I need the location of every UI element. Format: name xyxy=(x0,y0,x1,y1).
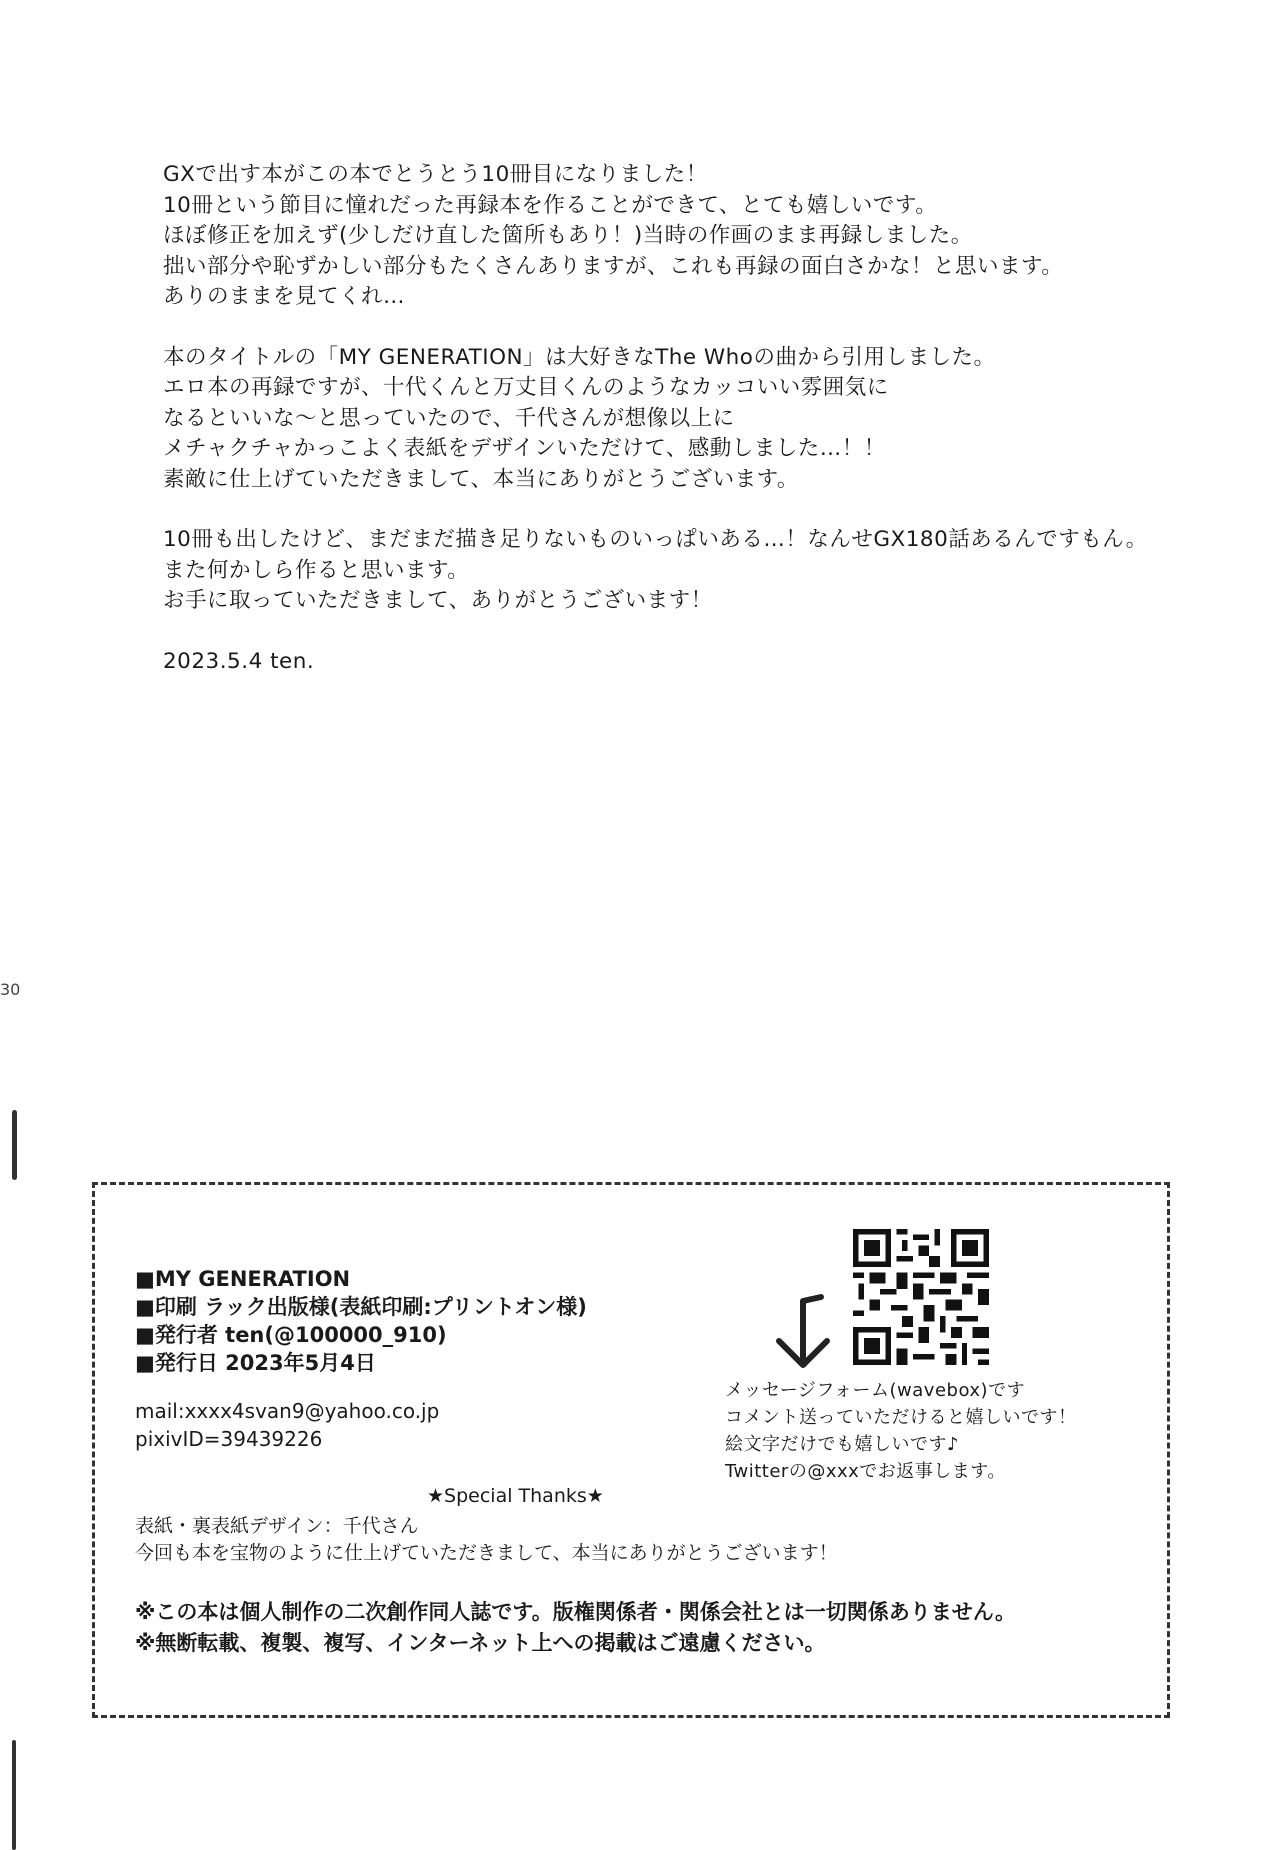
afterword-paragraph xyxy=(163,525,1243,617)
special-thanks xyxy=(135,1513,838,1567)
afterword-line: エロ本の再録ですが、十代くんと万丈目くんのようなカッコいい雰囲気に xyxy=(163,375,889,400)
message-line: メッセージフォーム(wavebox)です xyxy=(725,1380,1026,1401)
afterword-line: 本のタイトルの「MY GENERATION」は大好きなThe Whoの曲から引用しました。 xyxy=(163,344,996,370)
printer-line: ■印刷 ラック出版様(表紙印刷:プリントオン様) xyxy=(135,1295,587,1319)
special-thanks-heading: ★Special Thanks★ xyxy=(427,1485,604,1507)
legal-notices xyxy=(135,1597,1016,1659)
afterword-line: また何かしら作ると思います。 xyxy=(163,557,470,583)
afterword-line: 素敵に仕上げていただきまして、本当にありがとうございます。 xyxy=(163,466,799,492)
publisher-line: ■発行者 ten(@100000_910) xyxy=(135,1323,447,1347)
message-line: 絵文字だけでも嬉しいです♪ xyxy=(725,1434,959,1455)
page-number: 30 xyxy=(0,980,21,999)
afterword-line: 10冊という節目に憧れだった再録本を作ることができて、とても嬉しいです。 xyxy=(163,192,938,218)
notice-line: ※無断転載、複製、複写、インターネット上への掲載はご遠慮ください。 xyxy=(135,1631,826,1655)
qr-code-icon[interactable] xyxy=(853,1229,989,1365)
afterword-line: お手に取っていただきまして、ありがとうございます！ xyxy=(163,588,713,613)
book-title: ■MY GENERATION xyxy=(135,1267,351,1291)
publication-info xyxy=(135,1265,587,1377)
afterword-paragraph xyxy=(163,160,1243,313)
afterword-signature xyxy=(163,647,1243,678)
afterword-line: ほぼ修正を加えず(少しだけ直した箇所もあり！)当時の作画のまま再録しました。 xyxy=(163,223,973,248)
message-line: Twitterの@xxxでお返事します。 xyxy=(725,1461,1006,1482)
afterword-line: メチャクチャかっこよく表紙をデザインいただけて、感動しました…！！ xyxy=(163,436,886,461)
thanks-line: 表紙・裏表紙デザイン：千代さん xyxy=(135,1515,419,1537)
hook-down-arrow-icon xyxy=(765,1291,841,1377)
message-line: コメント送っていただけると嬉しいです！ xyxy=(725,1407,1077,1428)
afterword-line: GXで出す本がこの本でとうとう10冊目になりました！ xyxy=(163,162,708,187)
contact-info xyxy=(135,1397,439,1453)
thanks-line: 今回も本を宝物のように仕上げていただきまして、本当にありがとうございます！ xyxy=(135,1542,838,1564)
binding-mark xyxy=(12,1740,16,1850)
afterword-line: 10冊も出したけど、まだまだ描き足りないものいっぱいある…！なんせGX180話あるんですもん。 xyxy=(163,527,1148,552)
signature-date: 2023.5.4 ten. xyxy=(163,648,315,674)
afterword-line: ありのままを見てくれ… xyxy=(163,284,406,309)
issue-date-line: ■発行日 2023年5月4日 xyxy=(135,1351,376,1375)
pixiv-id: pixivID=39439226 xyxy=(135,1427,323,1451)
afterword-paragraph xyxy=(163,343,1243,496)
message-form-note xyxy=(725,1377,1077,1485)
notice-line: ※この本は個人制作の二次創作同人誌です。版権関係者・関係会社とは一切関係ありません。 xyxy=(135,1600,1016,1624)
afterword-line: なるといいな～と思っていたので、千代さんが想像以上に xyxy=(163,405,735,431)
afterword xyxy=(163,160,1243,707)
colophon-box xyxy=(92,1182,1170,1718)
afterword-line: 拙い部分や恥ずかしい部分もたくさんありますが、これも再録の面白さかな！と思います。 xyxy=(163,253,1064,279)
binding-mark xyxy=(12,1110,17,1180)
mail-address: mail:xxxx4svan9@yahoo.co.jp xyxy=(135,1399,440,1423)
